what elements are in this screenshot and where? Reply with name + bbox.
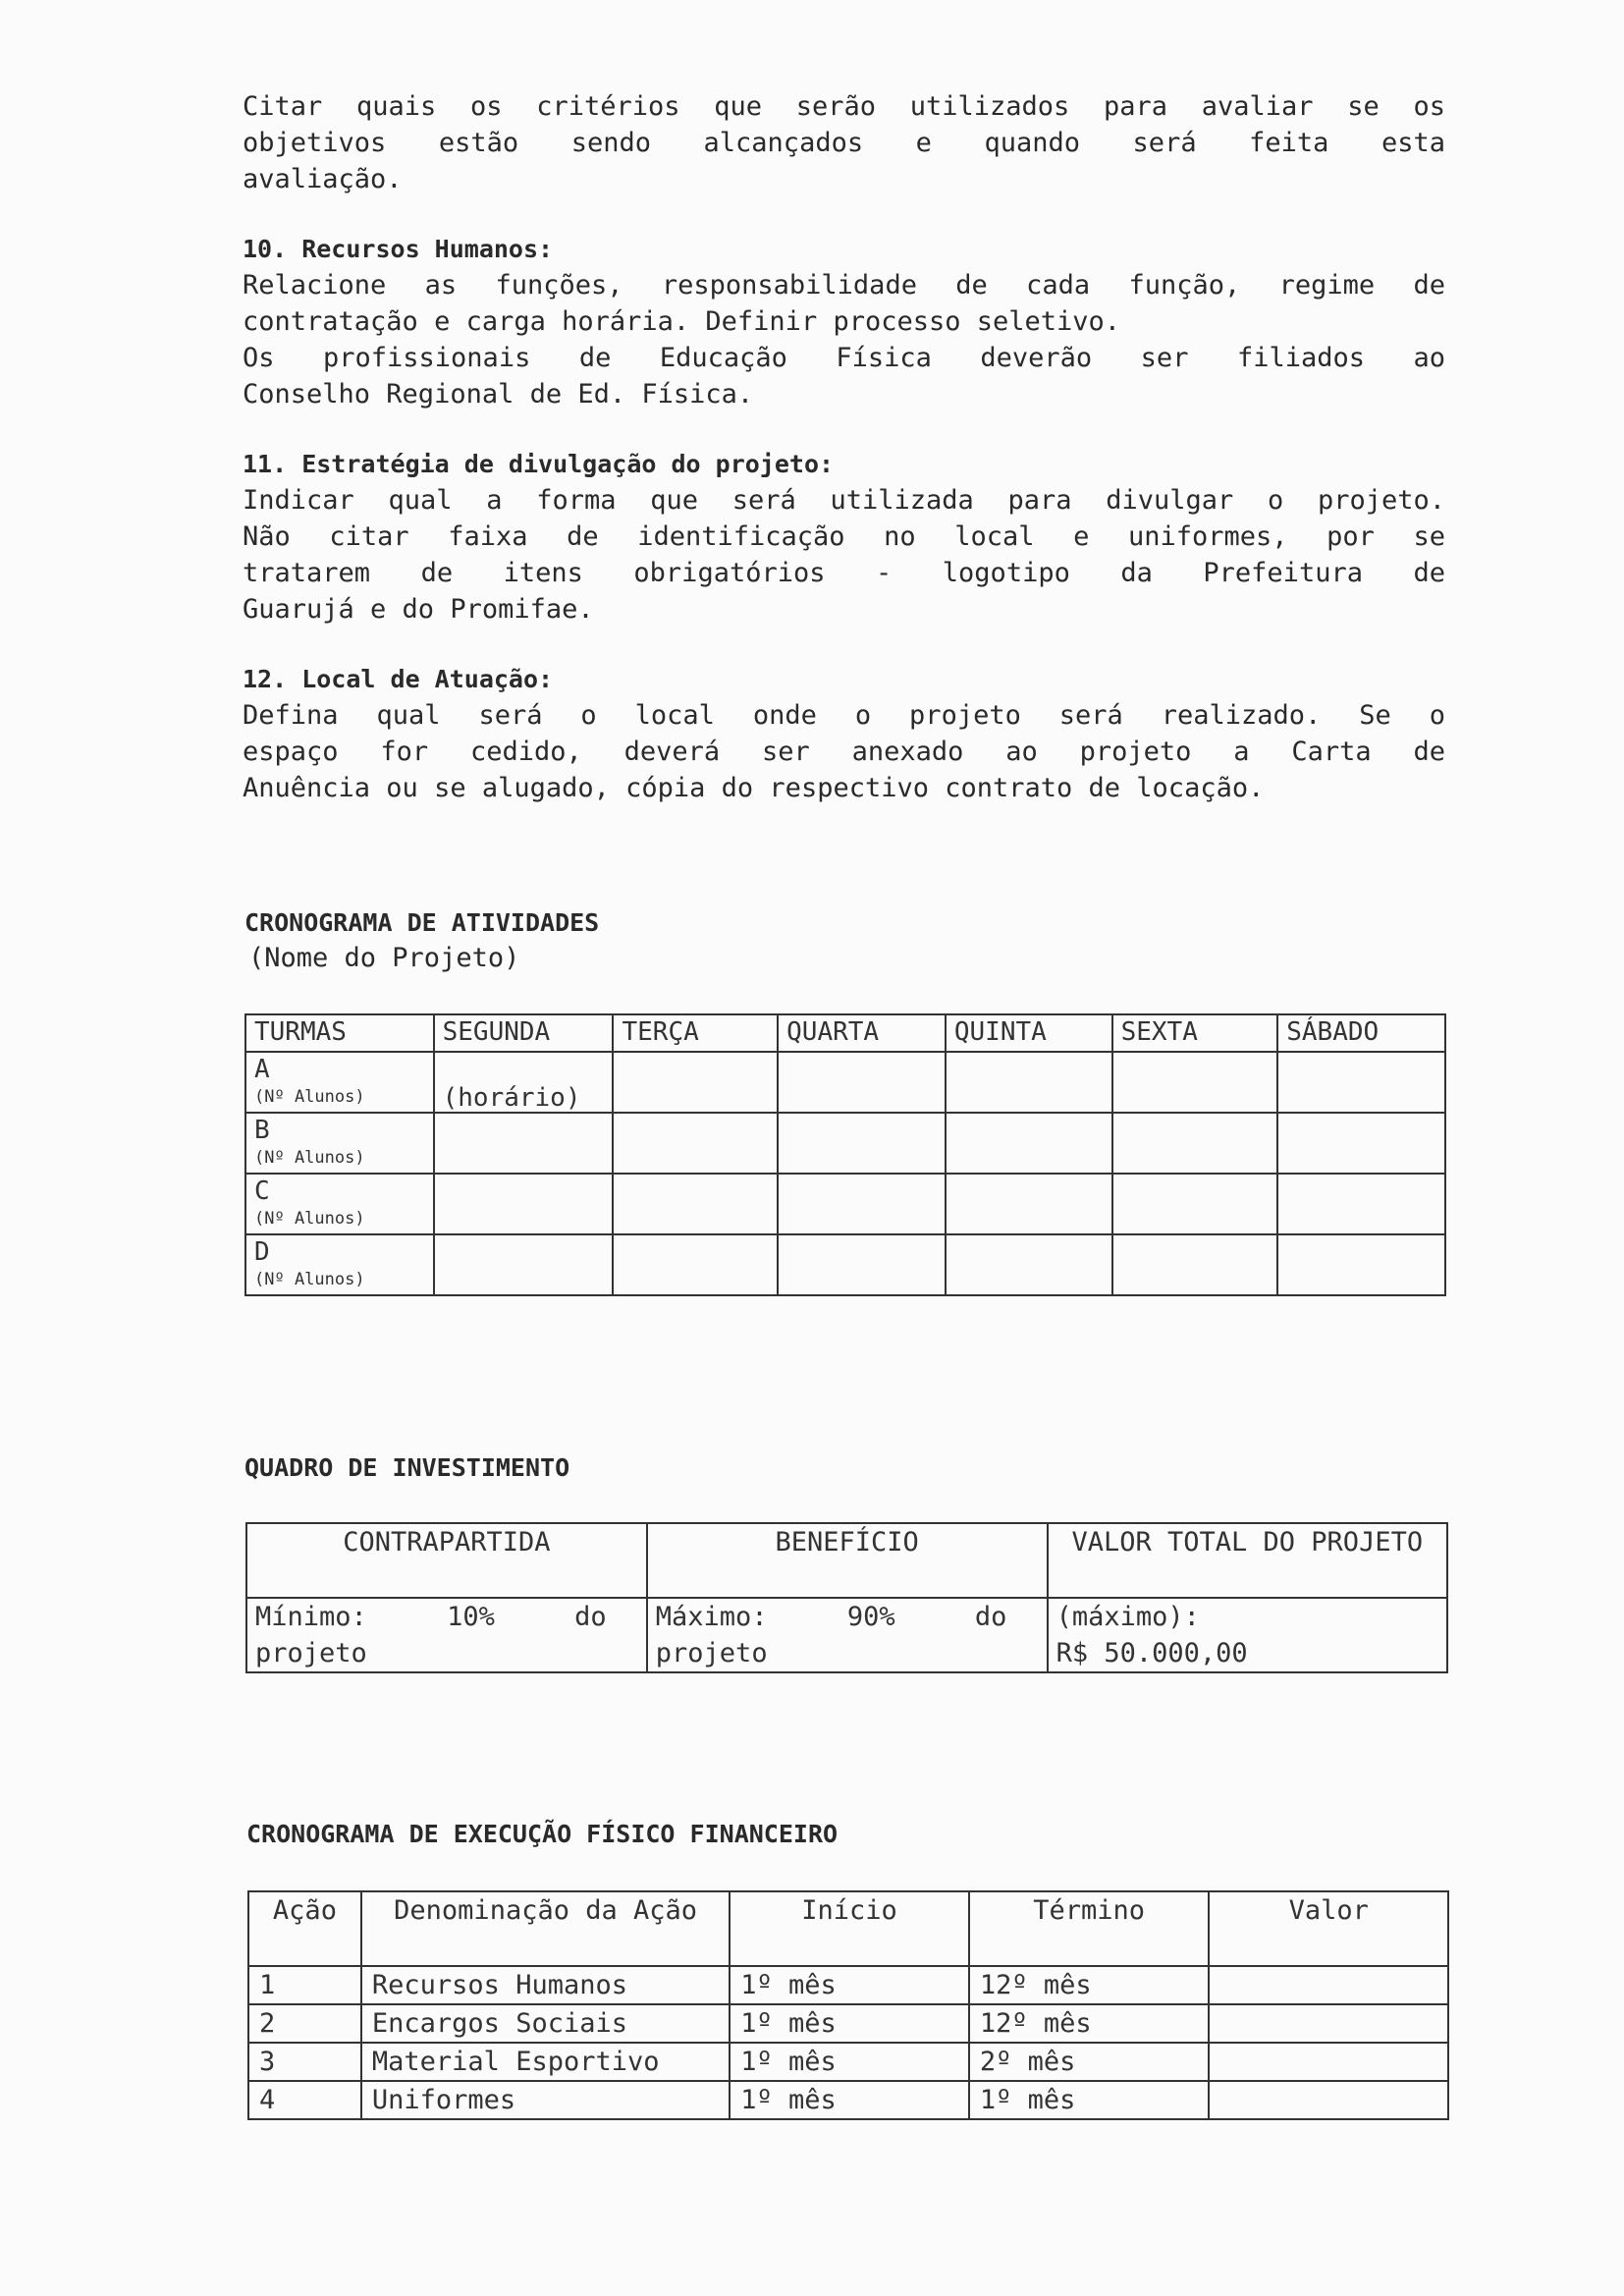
document-body: [243, 88, 1445, 840]
turma-cell: [245, 1052, 434, 1113]
schedule-cell: [946, 1113, 1112, 1174]
section-heading: 10. Recursos Humanos:: [243, 235, 554, 263]
denominacao-cell: Uniformes: [361, 2081, 730, 2119]
schedule-cell: [946, 1052, 1112, 1113]
cronograma-subtitle: (Nome do Projeto): [248, 943, 520, 973]
schedule-cell: [778, 1052, 946, 1113]
contrapartida-cell: [246, 1598, 647, 1672]
cell-line: Máximo: 90% do: [655, 1602, 1007, 1632]
schedule-cell: [1277, 1234, 1445, 1295]
valor-total-cell: [1048, 1598, 1447, 1672]
schedule-cell: [778, 1234, 946, 1295]
section-local-atuacao: [243, 661, 1445, 806]
section-estrategia-divulgacao: [243, 446, 1445, 628]
turma-label: B: [254, 1116, 270, 1145]
column-header: QUARTA: [778, 1014, 946, 1052]
table-row: [245, 1234, 1445, 1295]
denominacao-cell: Material Esportivo: [361, 2043, 730, 2081]
schedule-cell: [434, 1113, 614, 1174]
table-header-row: [246, 1523, 1447, 1598]
schedule-cell: [434, 1174, 614, 1234]
termino-cell: 12º mês: [969, 1966, 1210, 2004]
cell-line: projeto: [255, 1638, 367, 1668]
text-line: Não citar faixa de identificação no local e uniformes, por se: [243, 521, 1445, 552]
beneficio-cell: [647, 1598, 1048, 1672]
termino-cell: 2º mês: [969, 2043, 1210, 2081]
column-header: SEXTA: [1112, 1014, 1278, 1052]
section-heading: 12. Local de Atuação:: [243, 665, 554, 693]
text-line: Os profissionais de Educação Física deverão ser filiados ao: [243, 343, 1445, 373]
schedule-cell: [946, 1174, 1112, 1234]
alunos-label: (Nº Alunos): [254, 1087, 365, 1107]
acao-cell: 2: [248, 2004, 361, 2043]
text-line: avaliação.: [243, 164, 403, 194]
column-header: SÁBADO: [1277, 1014, 1445, 1052]
alunos-label: (Nº Alunos): [254, 1148, 365, 1168]
schedule-cell: [613, 1113, 778, 1174]
valor-cell: [1209, 1966, 1448, 2004]
horario-label: (horário): [442, 1083, 581, 1113]
cell-line: Mínimo: 10% do: [255, 1602, 607, 1632]
column-header: Valor: [1209, 1891, 1448, 1966]
cell-line: projeto: [655, 1638, 768, 1668]
termino-cell: 1º mês: [969, 2081, 1210, 2119]
table-row: [246, 1598, 1447, 1672]
column-header: Início: [730, 1891, 969, 1966]
cell-line: (máximo):: [1056, 1602, 1200, 1632]
table-row: [245, 1052, 1445, 1113]
column-header: Ação: [248, 1891, 361, 1966]
valor-cell: [1209, 2081, 1448, 2119]
turma-label: A: [254, 1055, 270, 1084]
column-header: SEGUNDA: [434, 1014, 614, 1052]
column-header: Denominação da Ação: [361, 1891, 730, 1966]
alunos-label: (Nº Alunos): [254, 1209, 365, 1229]
column-header: TERÇA: [613, 1014, 778, 1052]
schedule-cell: [1112, 1234, 1278, 1295]
schedule-cell: [946, 1234, 1112, 1295]
text-line: objetivos estão sendo alcançados e quando será feita esta: [243, 128, 1445, 158]
schedule-cell: [1112, 1113, 1278, 1174]
termino-cell: 12º mês: [969, 2004, 1210, 2043]
turma-cell: [245, 1113, 434, 1174]
schedule-cell: [778, 1113, 946, 1174]
table-row: [245, 1174, 1445, 1234]
schedule-cell: [434, 1234, 614, 1295]
table-row: [245, 1113, 1445, 1174]
valor-cell: [1209, 2004, 1448, 2043]
turma-label: D: [254, 1237, 270, 1267]
execucao-title: CRONOGRAMA DE EXECUÇÃO FÍSICO FINANCEIRO: [246, 1820, 839, 1848]
column-header: Término: [969, 1891, 1210, 1966]
cronograma-table: [244, 1013, 1446, 1296]
acao-cell: 4: [248, 2081, 361, 2119]
cell-line: R$ 50.000,00: [1056, 1638, 1248, 1668]
inicio-cell: 1º mês: [730, 2004, 969, 2043]
schedule-cell: [613, 1234, 778, 1295]
column-header: VALOR TOTAL DO PROJETO: [1048, 1523, 1447, 1598]
table-row: [248, 2004, 1448, 2043]
text-line: Guarujá e do Promifae.: [243, 594, 594, 625]
column-header: BENEFÍCIO: [647, 1523, 1048, 1598]
text-line: Indicar qual a forma que será utilizada para divulgar o projeto.: [243, 485, 1445, 516]
text-line: Relacione as funções, responsabilidade de cada função, regime de: [243, 270, 1445, 301]
investimento-title: QUADRO DE INVESTIMENTO: [244, 1453, 570, 1482]
alunos-label: (Nº Alunos): [254, 1270, 365, 1289]
schedule-cell: [613, 1052, 778, 1113]
denominacao-cell: Recursos Humanos: [361, 1966, 730, 2004]
valor-cell: [1209, 2043, 1448, 2081]
table-row: [248, 2081, 1448, 2119]
schedule-cell: [434, 1052, 614, 1113]
turma-cell: [245, 1234, 434, 1295]
table-row: [248, 2043, 1448, 2081]
text-line: tratarem de itens obrigatórios - logotipo da Prefeitura de: [243, 558, 1445, 588]
acao-cell: 1: [248, 1966, 361, 2004]
text-line: espaço for cedido, deverá ser anexado ao projeto a Carta de: [243, 737, 1445, 767]
column-header: QUINTA: [946, 1014, 1112, 1052]
table-header-row: [245, 1014, 1445, 1052]
table-row: [248, 1966, 1448, 2004]
schedule-cell: [1112, 1174, 1278, 1234]
inicio-cell: 1º mês: [730, 1966, 969, 2004]
schedule-cell: [1277, 1174, 1445, 1234]
denominacao-cell: Encargos Sociais: [361, 2004, 730, 2043]
turma-cell: [245, 1174, 434, 1234]
investimento-table: [245, 1522, 1448, 1673]
schedule-cell: [613, 1174, 778, 1234]
cronograma-title: CRONOGRAMA DE ATIVIDADES: [244, 908, 600, 937]
acao-cell: 3: [248, 2043, 361, 2081]
schedule-cell: [1277, 1052, 1445, 1113]
turma-label: C: [254, 1176, 270, 1206]
intro-paragraph: [243, 88, 1445, 197]
text-line: Citar quais os critérios que serão utilizados para avaliar se os: [243, 91, 1445, 122]
column-header: TURMAS: [245, 1014, 434, 1052]
execucao-table: [247, 1890, 1449, 2120]
section-recursos-humanos: [243, 231, 1445, 412]
text-line: contratação e carga horária. Definir processo seletivo.: [243, 306, 1121, 337]
schedule-cell: [1112, 1052, 1278, 1113]
schedule-cell: [778, 1174, 946, 1234]
text-line: Anuência ou se alugado, cópia do respectivo contrato de locação.: [243, 773, 1265, 803]
table-header-row: [248, 1891, 1448, 1966]
section-heading: 11. Estratégia de divulgação do projeto:: [243, 450, 835, 478]
inicio-cell: 1º mês: [730, 2043, 969, 2081]
text-line: Defina qual será o local onde o projeto será realizado. Se o: [243, 700, 1445, 731]
schedule-cell: [1277, 1113, 1445, 1174]
text-line: Conselho Regional de Ed. Física.: [243, 379, 754, 410]
inicio-cell: 1º mês: [730, 2081, 969, 2119]
column-header: CONTRAPARTIDA: [246, 1523, 647, 1598]
